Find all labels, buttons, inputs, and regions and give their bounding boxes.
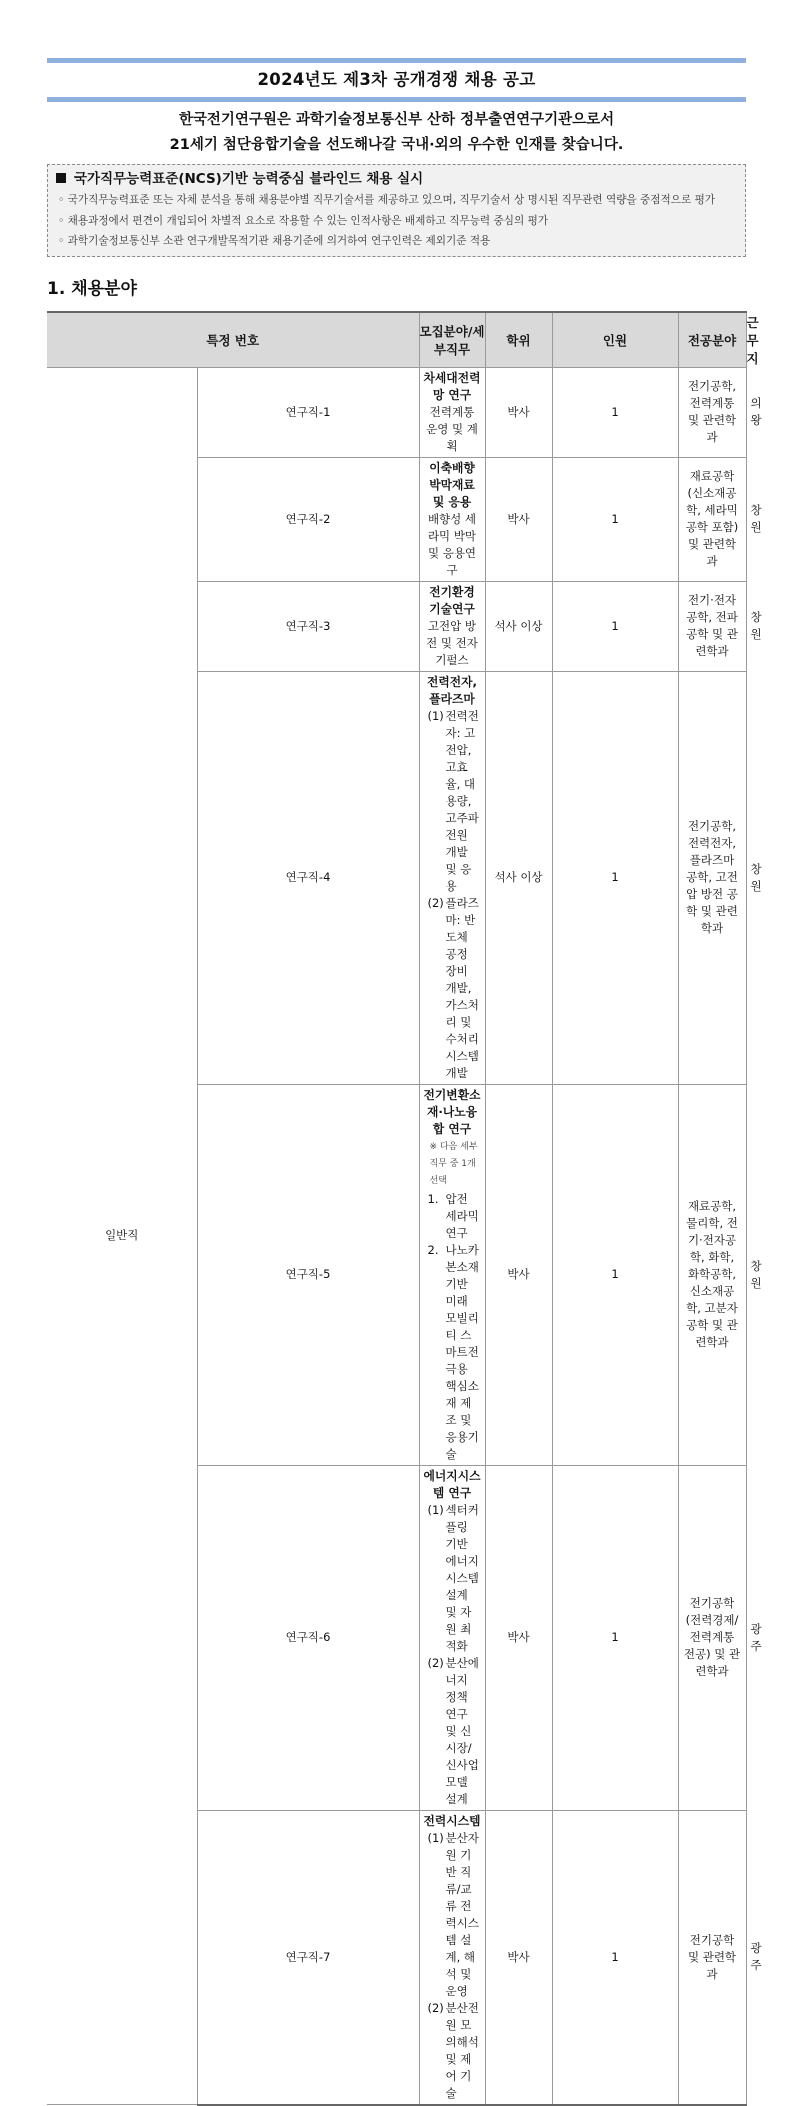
field-cell bbox=[419, 457, 485, 581]
table-row: 연구직-7 전력시스템 (1) 분산자원 기반 직류/교류 전력시스템 설계, 해석 및 운영 (2) 분산전원 모의해석 및 제어 기술 박사 1 전기공학 및 관련학과 광주 bbox=[47, 1810, 746, 2105]
table-header-row: 특정 번호 모집분야/세부직무 학위 인원 전공분야 근무지 bbox=[47, 312, 746, 368]
major-cell: 전기공학, 전력전자, 플라즈마 공학, 고전압 방전 공학 및 관련학과 bbox=[678, 671, 746, 1084]
ncs-item-3: ◦ 과학기술정보통신부 소관 연구개발목적기관 채용기준에 의거하여 연구인력은 제외기준 적용 bbox=[58, 235, 491, 247]
table-row: 연구직-3 전기환경 기술연구 고전압 방전 및 전자기펄스 석사 이상 1 전기·전자공학, 전파공학 및 관련학과 창원 bbox=[47, 581, 746, 671]
count-cell: 1 bbox=[552, 1465, 678, 1810]
count-cell: 1 bbox=[552, 581, 678, 671]
major-cell: 전기·전자공학, 전파공학 및 관련학과 bbox=[678, 581, 746, 671]
major-cell: 재료공학(신소재공학, 세라믹 공학 포함) 및 관련학과 bbox=[678, 457, 746, 581]
list-item: (2) 분산전원 모의해석 및 제어 기술 bbox=[427, 2000, 479, 2100]
ncs-box bbox=[47, 164, 746, 257]
list-item: (1) 섹터커플링 기반 에너지시스템 설계 및 자원 최적화 bbox=[427, 1502, 479, 1653]
table-row: 연구직-6 에너지시스템 연구 (1) 섹터커플링 기반 에너지시스템 설계 및 자원 최적화 (2) 분산에너지 정책 연구 및 신시장/신사업 모델 설계 박사 1 전기공학(전력경제/전력계통 전공) 및 관련학과 광주 bbox=[47, 1465, 746, 1810]
degree-cell: 박사 bbox=[485, 1810, 552, 2105]
field-title: 차세대전력망 연구 bbox=[423, 370, 481, 402]
field-cell bbox=[419, 581, 485, 671]
header-degree: 학위 bbox=[485, 312, 552, 368]
list-item: (2) 분산에너지 정책 연구 및 신시장/신사업 모델 설계 bbox=[427, 1655, 479, 1806]
ncs-heading-text: 국가직무능력표준(NCS)기반 능력중심 블라인드 채용 실시 bbox=[74, 171, 424, 187]
recruit-table bbox=[47, 311, 762, 2106]
field-title: 에너지시스템 연구 bbox=[423, 1468, 481, 1500]
field-cell bbox=[419, 671, 485, 1084]
intro-line-1: 한국전기연구원은 과학기술정보통신부 산하 정부출연연구기관으로서 bbox=[178, 112, 615, 128]
field-desc: 고전압 방전 및 전자기펄스 bbox=[426, 618, 478, 667]
subtask-list bbox=[428, 708, 481, 1082]
field-cell bbox=[419, 1084, 485, 1465]
subtask-list bbox=[428, 1830, 481, 2102]
list-item: (1) 전력전자: 고전압, 고효율, 대용량, 고주파 전원 개발 및 응용 bbox=[427, 708, 479, 893]
count-cell: 1 bbox=[552, 457, 678, 581]
list-item: (2) 플라즈마: 반도체 공정 장비 개발, 가스처리 및 수처리 시스템 개발 bbox=[427, 895, 479, 1080]
intro-line-2: 21세기 첨단융합기술을 선도해나갈 국내·외의 우수한 인재를 찾습니다. bbox=[169, 137, 624, 153]
field-title: 전력시스템 bbox=[423, 1813, 481, 1828]
section-heading-recruit-fields: 1. 채용분야 bbox=[47, 278, 137, 299]
header-field: 모집분야/세부직무 bbox=[419, 312, 485, 368]
field-cell bbox=[419, 367, 485, 457]
subtask-list bbox=[428, 1191, 481, 1463]
code-cell: 연구직-2 bbox=[197, 457, 419, 581]
field-cell bbox=[419, 1810, 485, 2105]
table-row: 연구직-5 전기변환소재·나노융합 연구 ※ 다음 세부 직무 중 1개 선택 1. 압전 세라믹 연구 2. 나노카본소재기반 미래 모빌리티 스마트전극용 핵심소재 제조 및 응용기술 박사 1 재료공학, 물리학, 전기·전자공학, 화학, 화학공학, 신소재공학, 고분자공학 및 관련학과 창원 bbox=[47, 1084, 746, 1465]
code-cell: 연구직-3 bbox=[197, 581, 419, 671]
table-row: 연구직-2 이축배향 박막재료 및 응용 배향성 세라믹 박막 및 응용연구 박사 1 재료공학(신소재공학, 세라믹 공학 포함) 및 관련학과 창원 bbox=[47, 457, 746, 581]
degree-cell: 석사 이상 bbox=[485, 581, 552, 671]
intro-text bbox=[47, 108, 746, 158]
count-cell: 1 bbox=[552, 1810, 678, 2105]
notice-page bbox=[47, 58, 762, 2106]
category-cell: 일반직 bbox=[47, 367, 197, 2105]
header-code: 특정 번호 bbox=[47, 312, 419, 368]
field-cell bbox=[419, 1465, 485, 1810]
list-item: 1. 압전 세라믹 연구 bbox=[427, 1191, 479, 1240]
title-bottom-rule bbox=[47, 97, 746, 102]
code-cell: 연구직-7 bbox=[197, 1810, 419, 2105]
major-cell: 전기공학(전력경제/전력계통 전공) 및 관련학과 bbox=[678, 1465, 746, 1810]
count-cell: 1 bbox=[552, 671, 678, 1084]
degree-cell: 박사 bbox=[485, 367, 552, 457]
degree-cell: 박사 bbox=[485, 1084, 552, 1465]
major-cell: 전기공학, 전력계통 및 관련학과 bbox=[678, 367, 746, 457]
count-cell: 1 bbox=[552, 1084, 678, 1465]
list-item: (1) 분산자원 기반 직류/교류 전력시스템 설계, 해석 및 운영 bbox=[427, 1830, 479, 1998]
notice-title: 2024년도 제3차 공개경쟁 채용 공고 bbox=[257, 70, 536, 89]
count-cell: 1 bbox=[552, 367, 678, 457]
major-cell: 전기공학 및 관련학과 bbox=[678, 1810, 746, 2105]
degree-cell: 박사 bbox=[485, 1465, 552, 1810]
degree-cell: 박사 bbox=[485, 457, 552, 581]
degree-cell: 석사 이상 bbox=[485, 671, 552, 1084]
code-cell: 연구직-6 bbox=[197, 1465, 419, 1810]
subtask-list bbox=[428, 1502, 481, 1808]
field-title: 전기변환소재·나노융합 연구 bbox=[423, 1087, 481, 1136]
code-cell: 연구직-4 bbox=[197, 671, 419, 1084]
code-cell: 연구직-1 bbox=[197, 367, 419, 457]
table-row: 연구직-4 전력전자, 플라즈마 (1) 전력전자: 고전압, 고효율, 대용량, 고주파 전원 개발 및 응용 (2) 플라즈마: 반도체 공정 장비 개발, 가스처리 및 수처리 시스템 개발 석사 이상 1 전기공학, 전력전자, 플라즈마 공학, 고전압 방전 공학 및 관련학과 창원 bbox=[47, 671, 746, 1084]
header-major: 전공분야 bbox=[678, 312, 746, 368]
code-cell: 연구직-5 bbox=[197, 1084, 419, 1465]
ncs-item-1: ◦ 국가직무능력표준 또는 자체 분석을 통해 채용분야별 직무기술서를 제공하고 있으며, 직무기술서 상 명시된 직무관련 역량을 중점적으로 평가 bbox=[58, 194, 716, 206]
field-note: ※ 다음 세부 직무 중 1개 선택 bbox=[429, 1141, 478, 1186]
table-row: 일반직 연구직-1 차세대전력망 연구 전력계통 운영 및 계획 박사 1 전기공학, 전력계통 및 관련학과 의왕 bbox=[47, 367, 746, 457]
field-title: 이축배향 박막재료 및 응용 bbox=[429, 460, 475, 509]
ncs-heading bbox=[56, 168, 739, 190]
field-title: 전기환경 기술연구 bbox=[429, 584, 475, 616]
square-bullet-icon bbox=[56, 173, 66, 183]
field-desc: 전력계통 운영 및 계획 bbox=[426, 404, 478, 453]
field-title: 전력전자, 플라즈마 bbox=[426, 674, 478, 706]
list-item: 2. 나노카본소재기반 미래 모빌리티 스마트전극용 핵심소재 제조 및 응용기술 bbox=[427, 1242, 479, 1461]
field-desc: 배향성 세라믹 박막 및 응용연구 bbox=[427, 511, 477, 577]
major-cell: 재료공학, 물리학, 전기·전자공학, 화학, 화학공학, 신소재공학, 고분자공학 및 관련학과 bbox=[678, 1084, 746, 1465]
header-count: 인원 bbox=[552, 312, 678, 368]
ncs-item-2: ◦ 채용과정에서 편견이 개입되어 차별적 요소로 작용할 수 있는 인적사항은 배제하고 직무능력 중심의 평가 bbox=[58, 214, 549, 227]
